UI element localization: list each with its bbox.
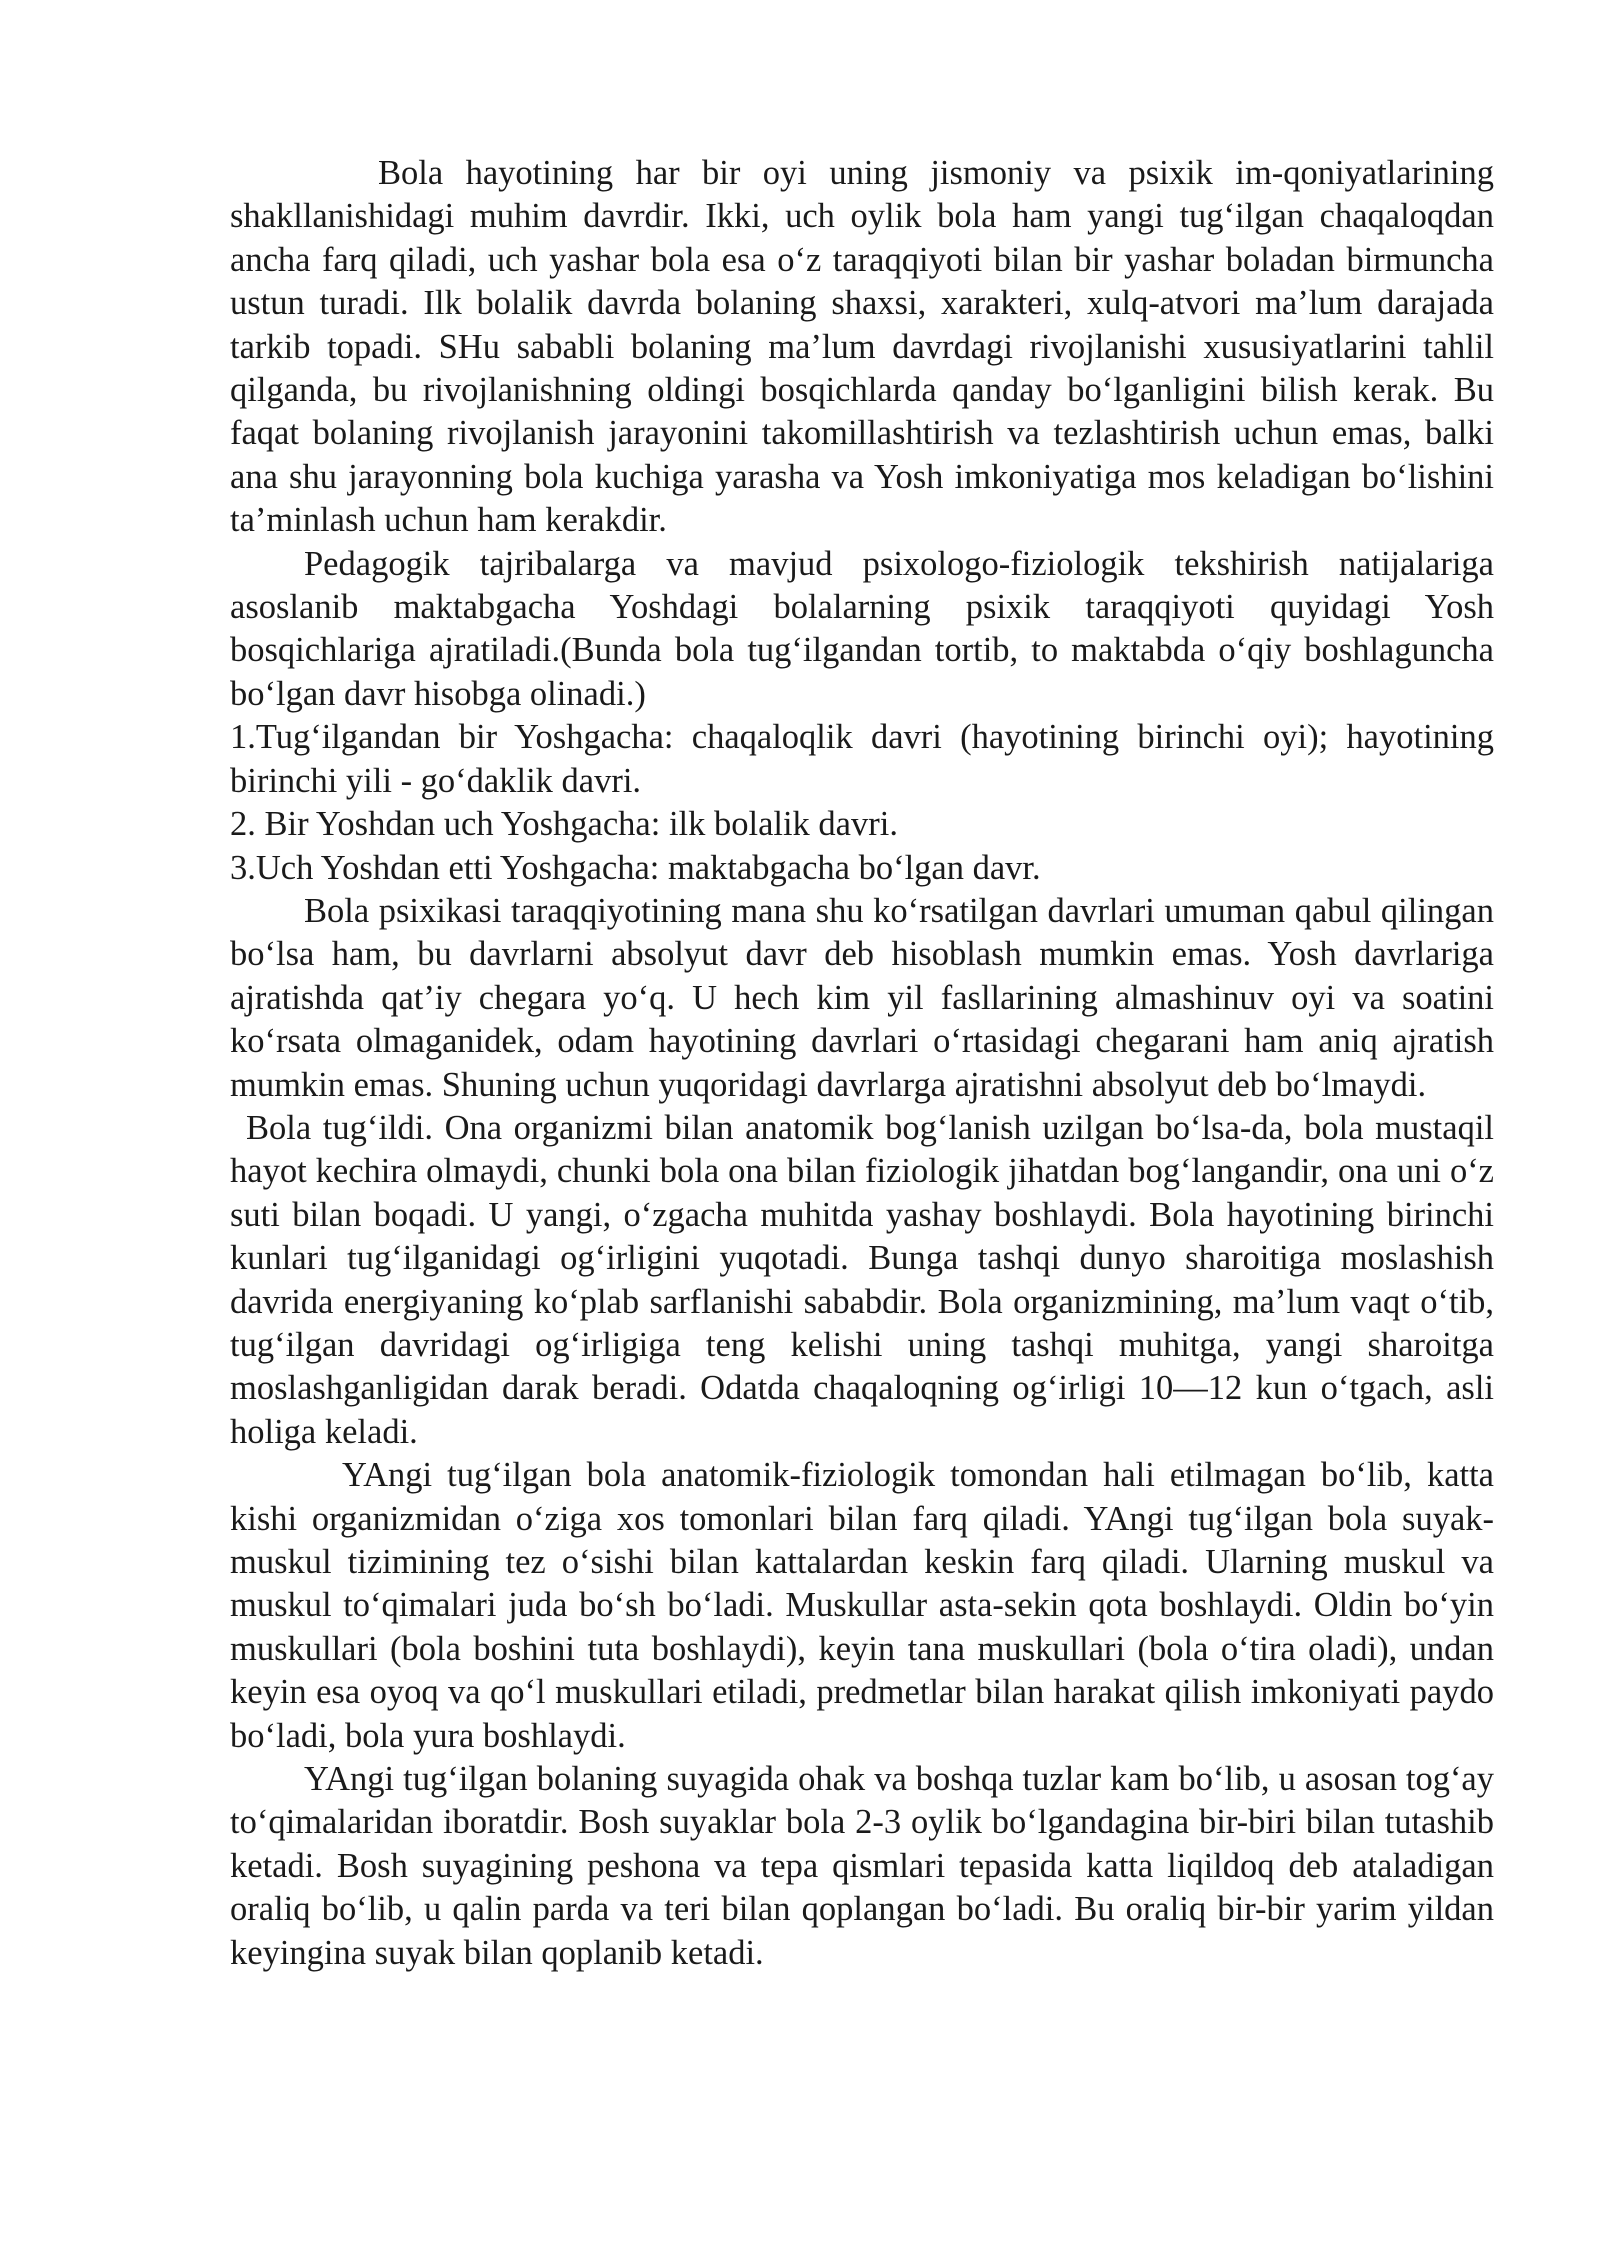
list-item-3: 3.Uch Yoshdan etti Yoshgacha: maktabgacha bo‘lgan davr. xyxy=(230,848,1041,887)
paragraph-6: YAngi tug‘ilgan bolaning suyagida ohak va boshqa tuzlar kam bo‘lib, u asosan tog‘ay to‘qimalaridan iboratdir. Bosh suyaklar bola 2-3 oylik bo‘lgandagina bir-biri bilan tutashib ketadi. Bosh suyagining peshona va tepa qismlari tepasida katta liqildoq deb ataladigan oraliq bo‘lib, u qalin parda va teri bilan qoplangan bo‘ladi. Bu oraliq bir-bir yarim yildan keyingina suyak bilan qoplanib ketadi. xyxy=(230,1760,1494,1972)
document-page xyxy=(230,152,1494,1975)
list-item-2: 2. Bir Yoshdan uch Yoshgacha: ilk bolalik davri. xyxy=(230,805,898,844)
list-item-1: 1.Tug‘ilgandan bir Yoshgacha: chaqaloqlik davri (hayotining birinchi oyi); hayotining birinchi yili - go‘daklik davri. xyxy=(230,718,1494,800)
paragraph-4: Bola tug‘ildi. Ona organizmi bilan anatomik bog‘lanish uzilgan bo‘lsa-da, bola mustaqil hayot kechira olmaydi, chunki bola ona bilan fiziologik jihatdan bog‘langandir, ona uni o‘z suti bilan boqadi. U yangi, o‘zgacha muhitda yashay boshlaydi. Bola hayotining birinchi kunlari tug‘ilganidagi og‘irligini yuqotadi. Bunga tashqi dunyo sharoitiga moslashish davrida energiyaning ko‘plab sarflanishi sababdir. Bola organizmining, ma’lum vaqt o‘tib, tug‘ilgan davridagi og‘irligiga teng kelishi uning tashqi muhitga, yangi sharoitga moslashganligidan darak beradi. Odatda chaqaloqning og‘irligi 10—12 kun o‘tgach, asli holiga keladi. xyxy=(230,1108,1494,1451)
paragraph-5: YAngi tug‘ilgan bola anatomik-fiziologik tomondan hali etilmagan bo‘lib, katta kishi organizmidan o‘ziga xos tomonlari bilan farq qiladi. YAngi tug‘ilgan bola suyak-muskul tizimining tez o‘sishi bilan kattalardan keskin farq qiladi. Ularning muskul va muskul to‘qimalari juda bo‘sh bo‘ladi. Muskullar asta-sekin qota boshlaydi. Oldin bo‘yin muskullari (bola boshini tuta boshlaydi), keyin tana muskullari (bola o‘tira oladi), undan keyin esa oyoq va qo‘l muskullari etiladi, predmetlar bilan harakat qilish imkoniyati paydo bo‘ladi, bola yura boshlaydi. xyxy=(230,1456,1494,1755)
paragraph-3: Bola psixikasi taraqqiyotining mana shu ko‘rsatilgan davrlari umuman qabul qilingan bo‘lsa ham, bu davrlarni absolyut davr deb hisoblash mumkin emas. Yosh davrlariga ajratishda qat’iy chegara yo‘q. U hech kim yil fasllarining almashinuv oyi va soatini ko‘rsata olmaganidek, odam hayotining davrlari o‘rtasidagi chegarani ham aniq ajratish mumkin emas. Shuning uchun yuqoridagi davrlarga ajratishni absolyut deb bo‘lmaydi. xyxy=(230,891,1494,1104)
paragraph-1: Bola hayotining har bir oyi uning jismoniy va psixik im-qoniyatlarining shakllanishidagi muhim davrdir. Ikki, uch oylik bola ham yangi tug‘ilgan chaqaloqdan ancha farq qiladi, uch yashar bola esa o‘z taraqqiyoti bilan bir yashar boladan birmuncha ustun turadi. Ilk bolalik davrda bolaning shaxsi, xarakteri, xulq-atvori ma’lum darajada tarkib topadi. SHu sababli bolaning ma’lum davrdagi rivojlanishi xususiyatlarini tahlil qilganda, bu rivojlanishning oldingi bosqichlarda qanday bo‘lganligini bilish kerak. Bu faqat bolaning rivojlanish jarayonini takomillashtirish va tezlashtirish uchun emas, balki ana shu jarayonning bola kuchiga yarasha va Yosh imkoniyatiga mos keladigan bo‘lishini ta’minlash uchun ham kerakdir. xyxy=(230,154,1494,540)
paragraph-2: Pedagogik tajribalarga va mavjud psixologo-fiziologik tekshirish natijalariga asoslanib maktabgacha Yoshdagi bolalarning psixik taraqqiyoti quyidagi Yosh bosqichlariga ajratiladi.(Bunda bola tug‘ilgandan tortib, to maktabda o‘qiy boshlaguncha bo‘lgan davr hisobga olinadi.) xyxy=(230,544,1494,713)
